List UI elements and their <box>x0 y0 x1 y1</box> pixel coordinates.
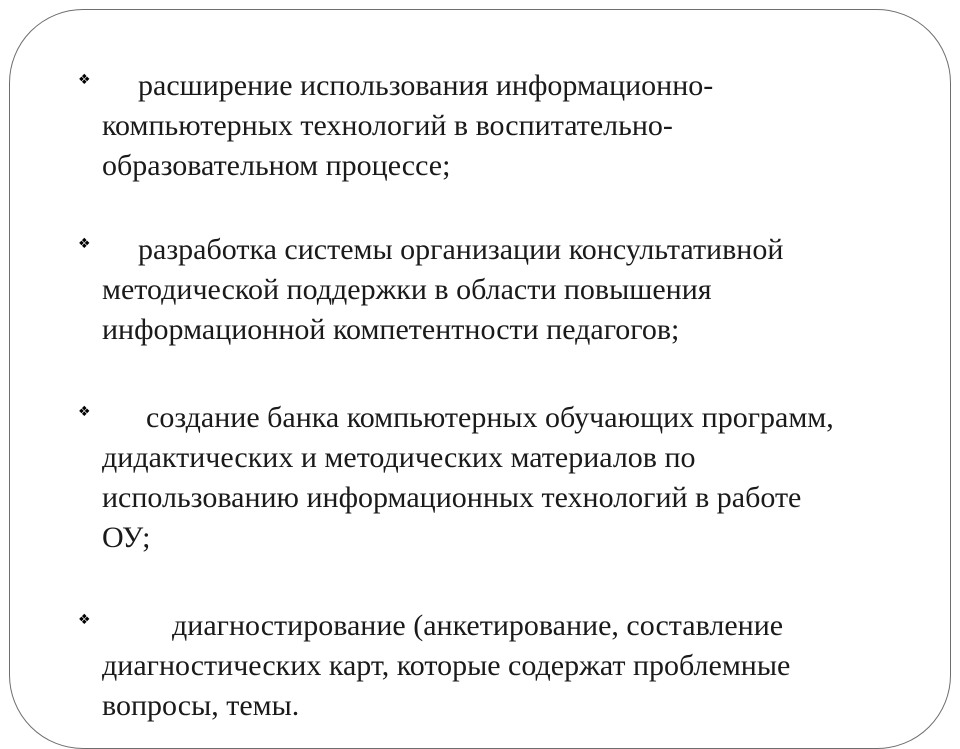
bullet-3-line-2: дидактических и методических материалов по <box>102 441 696 474</box>
bullet-4-line-2: диагностических карт, которые содержат проблемные <box>102 649 791 682</box>
bullet-4-line-1: диагностирование (анкетирование, составление <box>172 609 784 642</box>
bullet-3-line-4: ОУ; <box>102 521 151 554</box>
bullet-item-4 <box>78 606 942 726</box>
bullet-2-line-2: методической поддержки в области повышения <box>102 273 712 306</box>
bullet-item-3 <box>78 398 942 558</box>
bullet-item-1 <box>78 66 942 186</box>
bullet-3-line-1: создание банка компьютерных обучающих программ, <box>146 401 834 434</box>
diamond-bullet-icon: ❖ <box>78 72 91 88</box>
bullet-2-line-1: разработка системы организации консультативной <box>138 233 784 266</box>
bullet-2-line-3: информационной компетентности педагогов; <box>102 313 680 346</box>
bullet-4-line-3: вопросы, темы. <box>102 689 300 722</box>
bullet-1-line-2: компьютерных технологий в воспитательно- <box>102 109 673 142</box>
bullet-1-line-1: расширение использования информационно- <box>138 69 714 102</box>
diamond-bullet-icon: ❖ <box>78 612 91 628</box>
diamond-bullet-icon: ❖ <box>78 404 91 420</box>
bullet-1-line-3: образовательном процессе; <box>102 149 451 182</box>
bullet-item-2 <box>78 230 942 350</box>
diamond-bullet-icon: ❖ <box>78 236 91 252</box>
bullet-3-line-3: использованию информационных технологий в работе <box>102 481 802 514</box>
